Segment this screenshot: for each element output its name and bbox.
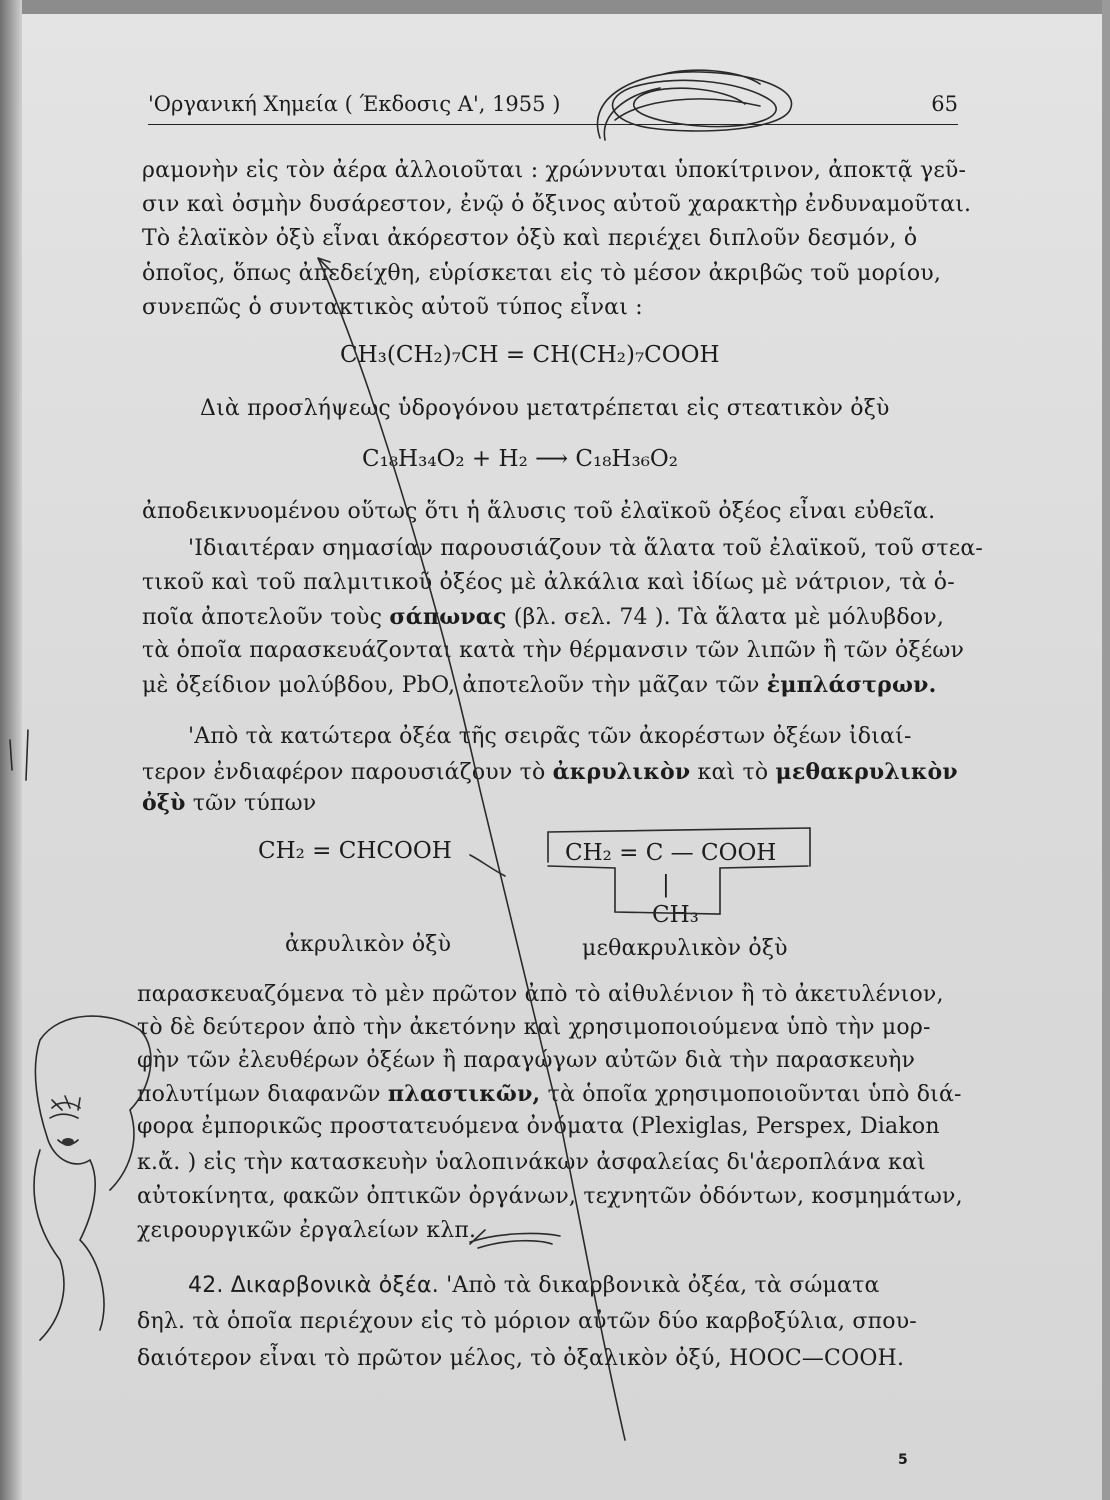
text-line: ἀποδεικνυομένου οὕτως ὅτι ἡ ἅλυσις τοῦ ἐλαϊκοῦ ὀξέος εἶναι εὐθεῖα. <box>142 499 936 524</box>
term-methacrylic: μεθακρυλικὸν <box>775 759 958 785</box>
text-line: φορα ἐμπορικῶς προστατευόμενα ὀνόματα (Plexiglas, Perspex, Diakon <box>137 1114 940 1139</box>
text-line: δηλ. τὰ ὁποῖα περιέχουν εἰς τὸ μόριον αὐτῶν δύο καρβοξύλια, σπου- <box>137 1309 917 1334</box>
doodle-face <box>34 1016 151 1340</box>
text-run: τῶν τύπων <box>185 791 317 816</box>
section-heading: 42. Δικαρβονικὰ ὀξέα. <box>188 1273 439 1298</box>
text-line: Τὸ ἐλαϊκὸν ὀξὺ εἶναι ἀκόρεστον ὀξὺ καὶ περιέχει διπλοῦν δεσμόν, ὁ <box>142 226 918 251</box>
text-line: τὰ ὁποῖα παρασκευάζονται κατὰ τὴν θέρμανσιν τῶν λιπῶν ἢ τῶν ὀξέων <box>142 638 965 663</box>
signature-mark: 5 <box>898 1452 908 1468</box>
methacrylic-acid-formula: CH₂ = C — COOH <box>565 840 777 866</box>
acrylic-acid-formula: CH₂ = CHCOOH <box>258 838 452 864</box>
text-line <box>142 604 944 630</box>
text-line: ραμονὴν εἰς τὸν ἀέρα ἀλλοιοῦται : χρώννυται ὑποκίτρινον, ἀποκτᾷ γεῦ- <box>142 158 967 183</box>
term-acrylic: ἀκρυλικὸν <box>552 759 691 785</box>
text-run: καὶ τὸ <box>690 760 776 785</box>
methacrylic-bond: | <box>662 872 670 898</box>
text-run: μὲ ὀξείδιον μολύβδου, PbO, ἀποτελοῦν τὴν μᾶζαν τῶν <box>142 673 767 698</box>
text-run: (βλ. σελ. 74 ). Τὰ ἅλατα μὲ μόλυβδον, <box>506 605 945 630</box>
term-acid: ὀξὺ <box>142 790 186 816</box>
text-line: ὁποῖος, ὅπως ἀπεδείχθη, εὑρίσκεται εἰς τὸ μέσον ἀκριβῶς τοῦ μορίου, <box>142 261 942 286</box>
methacrylic-branch: CH₃ <box>652 902 699 928</box>
text-line: παρασκευαζόμενα τὸ μὲν πρῶτον ἀπὸ τὸ αἰθυλένιον ἢ τὸ ἀκετυλένιον, <box>137 982 944 1007</box>
text-line: δαιότερον εἶναι τὸ πρῶτον μέλος, τὸ ὀξαλικὸν ὀξύ, HOOC—COOH. <box>137 1346 905 1371</box>
hydrogenation-equation: C₁₈H₃₄O₂ + H₂ ⟶ C₁₈H₃₆O₂ <box>362 446 678 472</box>
text-line: χειρουργικῶν ἐργαλείων κλπ. <box>137 1218 477 1243</box>
arrow-scribble <box>470 1230 560 1248</box>
text-line <box>188 1273 880 1298</box>
text-line <box>142 759 958 785</box>
acrylic-acid-label: ἀκρυλικὸν ὀξὺ <box>285 932 452 957</box>
text-line: Διὰ προσλήψεως ὑδρογόνου μετατρέπεται εἰς στεατικὸν ὀξὺ <box>200 396 890 421</box>
scan-edge-top <box>0 0 1110 14</box>
text-run: πολυτίμων διαφανῶν <box>137 1082 388 1107</box>
text-line: κ.ἄ. ) εἰς τὴν κατασκευὴν ὑαλοπινάκων ἀσφαλείας δι'ἀεροπλάνα καὶ <box>137 1150 926 1175</box>
text-line <box>137 1081 962 1107</box>
text-line: αὐτοκίνητα, φακῶν ὀπτικῶν ὀργάνων, τεχνητῶν ὀδόντων, κοσμημάτων, <box>137 1184 963 1209</box>
text-run: ποῖα ἀποτελοῦν τοὺς <box>142 605 390 630</box>
text-line: τὸ δὲ δεύτερον ἀπὸ τὴν ἀκετόνην καὶ χρησιμοποιούμενα ὑπὸ τὴν μορ- <box>137 1015 931 1040</box>
text-line <box>142 672 936 698</box>
text-line: συνεπῶς ὁ συντακτικὸς αὐτοῦ τύπος εἶναι : <box>142 295 643 320</box>
scan-edge-left <box>0 0 22 1500</box>
running-header <box>148 88 958 125</box>
text-run: τερον ἐνδιαφέρον παρουσιάζουν τὸ <box>142 760 553 785</box>
text-line: τικοῦ καὶ τοῦ παλμιτικοῦ ὀξέος μὲ ἀλκάλια καὶ ἰδίως μὲ νάτριον, τὰ ὁ- <box>142 570 955 595</box>
term-plastics: πλαστικῶν, <box>387 1081 541 1107</box>
term-soaps: σάπωνας <box>389 604 507 630</box>
term-plasters: ἐμπλάστρων. <box>766 672 937 698</box>
page-number: 65 <box>931 92 958 116</box>
scan-edge-right <box>1102 0 1110 1500</box>
text-run: 'Απὸ τὰ δικαρβονικὰ ὀξέα, τὰ σώματα <box>438 1273 880 1298</box>
header-title: 'Οργανική Χημεία ( Έκδοσις Α', 1955 ) <box>148 92 561 116</box>
text-line <box>142 790 316 816</box>
text-run: τὰ ὁποῖα χρησιμοποιοῦνται ὑπὸ διά- <box>540 1082 962 1107</box>
text-line: σιν καὶ ὀσμὴν δυσάρεστον, ἐνῷ ὁ ὄξινος αὐτοῦ χαρακτὴρ ἐνδυναμοῦται. <box>142 192 972 217</box>
text-line: 'Ιδιαιτέραν σημασίαν παρουσιάζουν τὰ ἅλατα τοῦ ἐλαϊκοῦ, τοῦ στεα- <box>188 536 984 561</box>
oleic-acid-formula: CH₃(CH₂)₇CH = CH(CH₂)₇COOH <box>340 342 720 368</box>
methacrylic-acid-label: μεθακρυλικὸν ὀξὺ <box>582 936 788 961</box>
text-line: φὴν τῶν ἐλευθέρων ὀξέων ἢ παραγώγων αὐτῶν διὰ τὴν παρασκευὴν <box>137 1048 916 1073</box>
text-line: 'Απὸ τὰ κατώτερα ὀξέα τῆς σειρᾶς τῶν ἀκορέστων ὀξέων ἰδιαί- <box>188 724 912 749</box>
